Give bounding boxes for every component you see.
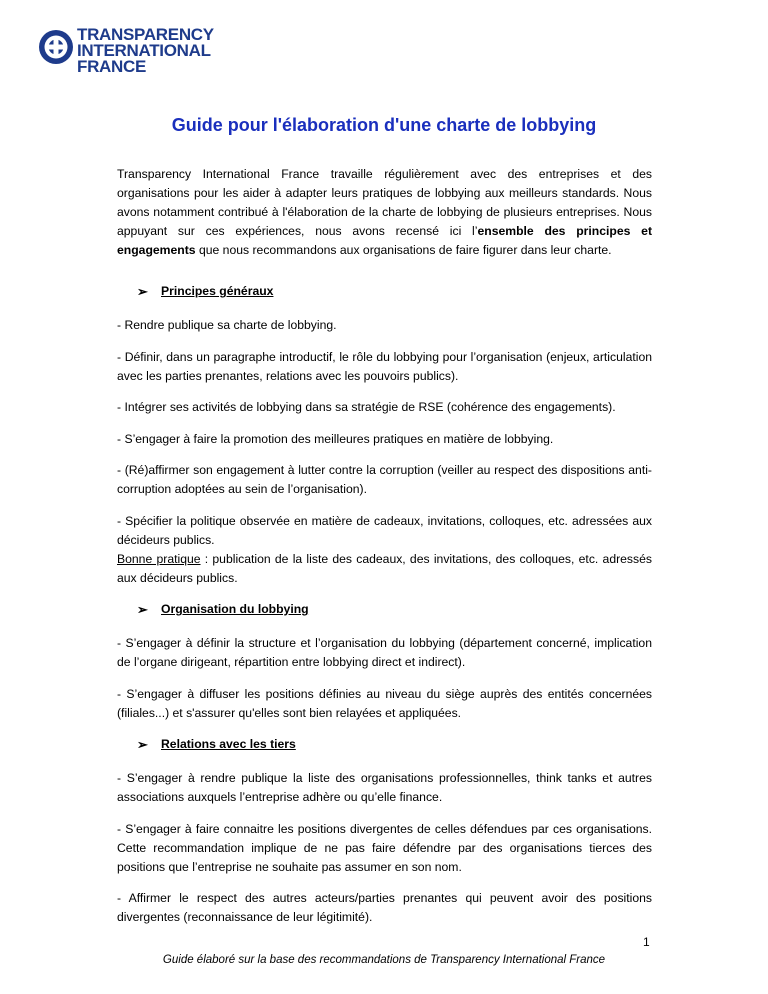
paragraph: - S’engager à rendre publique la liste des organisations professionnelles, think tanks et autres associations auxquels l’entreprise adhère ou qu’elle finance.: [117, 771, 652, 804]
section-heading-label: Relations avec les tiers: [161, 737, 296, 751]
intro-text-end: que nous recommandons aux organisations de faire figurer dans leur charte.: [195, 243, 612, 257]
paragraph: - (Ré)affirmer son engagement à lutter contre la corruption (veiller au respect des dispositions anti-corruption adoptées au sein de l’organisation).: [117, 463, 652, 496]
document-title: Guide pour l'élaboration d'une charte de lobbying: [171, 115, 597, 135]
paragraph: - S’engager à faire connaitre les positions divergentes de celles défendues par ces organisations. Cette recommandation implique de ne pas faire défendre par des organisations tierces des positions que l’entreprise ne souhaite pas assumer en son nom.: [117, 821, 652, 874]
document-body: [117, 165, 652, 940]
logo-line-3: FRANCE: [77, 57, 147, 76]
logo-wordmark: [77, 27, 214, 75]
paragraph: - S’engager à définir la structure et l’organisation du lobbying (département concerné, implication de l’organe dirigeant, répartition entre lobbying direct et indirect).: [117, 636, 652, 669]
intro-text-start: Transparency International France travaille régulièrement avec des entreprises et des organisations pour les aider à adapter leurs pratiques de lobbying aux meilleurs standards. Nous avons notamment contribué à l'élaboration de la charte de lobbying de plusieurs entreprises. Nous appuyant sur ces expériences, nous avons recensé ici l’: [117, 167, 652, 238]
paragraph: - Intégrer ses activités de lobbying dans sa stratégie de RSE (cohérence des engagements).: [117, 400, 616, 414]
arrow-bullet-icon: ➢: [137, 284, 148, 299]
section-heading-organisation: [137, 600, 652, 619]
page-footer: Guide élaboré sur la base des recommandations de Transparency International France: [162, 954, 606, 966]
section-heading-general: [137, 282, 652, 301]
logo-line-1: TRANSPARENCY: [77, 25, 214, 44]
paragraph-text: - Spécifier la politique observée en matière de cadeaux, invitations, colloques, etc. adressées aux décideurs publics.: [117, 513, 652, 547]
paragraph: - Affirmer le respect des autres acteurs/parties prenantes qui peuvent avoir des positions divergentes (reconnaissance de leur légitimité).: [117, 891, 652, 924]
globe-logo-icon: [38, 29, 74, 65]
section-heading-label: Organisation du lobbying: [161, 602, 309, 616]
transparency-international-logo: [38, 27, 214, 75]
paragraph: - Définir, dans un paragraphe introductif, le rôle du lobbying pour l’organisation (enjeux, articulation avec les parties prenantes, relations avec les pouvoirs publics).: [117, 349, 652, 383]
arrow-bullet-icon: ➢: [137, 737, 148, 752]
paragraph: - S’engager à diffuser les positions définies au niveau du siège auprès des entités concernées (filiales...) et s'assurer qu'elles sont bien relayées et appliquées.: [117, 686, 652, 720]
good-practice-label: Bonne pratique: [117, 551, 201, 566]
intro-paragraph: [117, 165, 652, 260]
arrow-bullet-icon: ➢: [137, 602, 148, 617]
good-practice-text: : publication de la liste des cadeaux, des invitations, des colloques, etc. adressés aux décideurs publics.: [117, 551, 652, 585]
paragraph: - S’engager à faire la promotion des meilleures pratiques en matière de lobbying.: [117, 431, 554, 446]
paragraph: - Rendre publique sa charte de lobbying.: [117, 318, 337, 332]
section-heading-third-parties: [137, 735, 652, 754]
paragraph-with-good-practice: [117, 512, 652, 588]
page-number: 1: [643, 935, 650, 949]
intro-bold-text: ensemble des principes et engagements: [117, 224, 652, 257]
section-heading-label: Principes généraux: [161, 284, 274, 298]
logo-line-2: INTERNATIONAL: [77, 41, 211, 60]
